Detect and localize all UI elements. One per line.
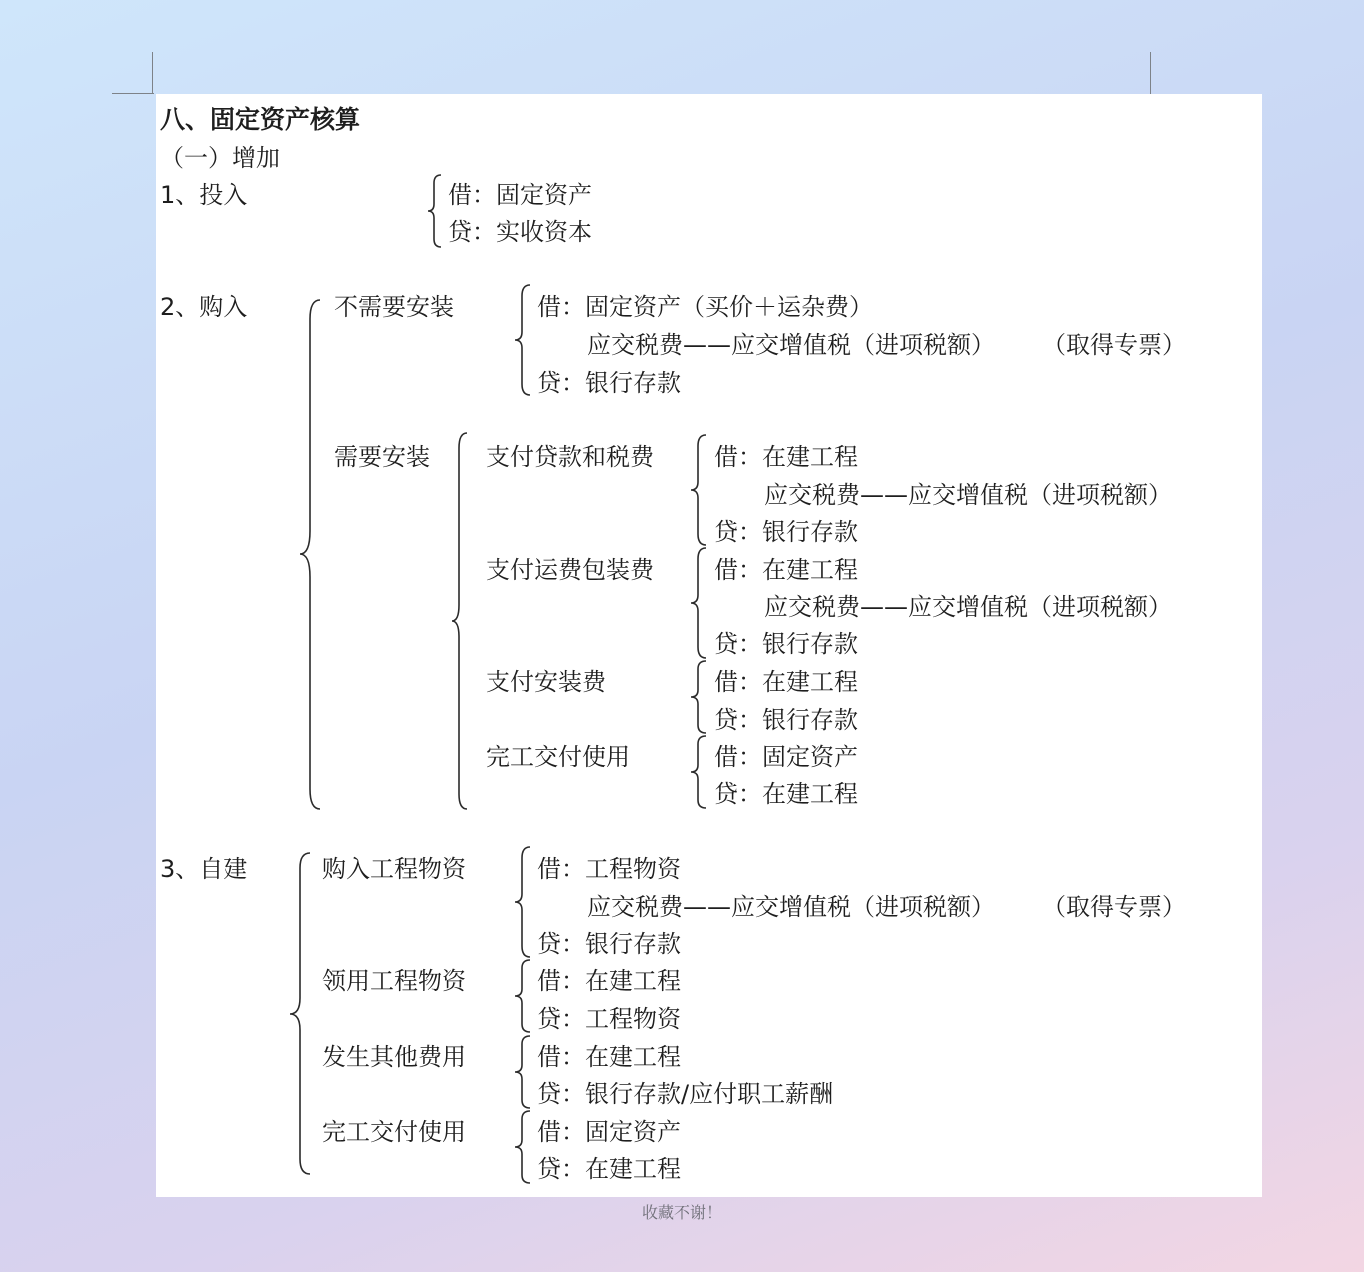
s2-install-label: 需要安装 [334,443,430,471]
s2-install-item-2-credit: 贷：银行存款 [714,630,858,658]
footer-caption: 收藏不谢！ [641,1203,722,1222]
brace-s1 [424,174,444,248]
brace-s2-no-install [511,284,533,396]
s2-no-install-debit: 借：固定资产（买价＋运杂费） [537,293,873,321]
s2-install-item-1-label: 支付贷款和税费 [486,443,654,471]
s2-install-item-2-debit2: 应交税费——应交增值税（进项税额） [764,593,1172,621]
s3-item-3-debit: 借：在建工程 [537,1043,681,1071]
s2-install-item-3-label: 支付安装费 [486,668,606,696]
s2-no-install-label: 不需要安装 [334,293,454,321]
brace-s3-item-1 [511,846,533,958]
s3-item-2-debit: 借：在建工程 [537,967,681,995]
brace-s3-item-3 [511,1035,533,1109]
brace-s2-install [448,432,470,810]
s1-credit: 贷：实收资本 [448,218,592,246]
page-title: 八、固定资产核算 [160,105,361,134]
s3-item-3-label: 发生其他费用 [322,1043,466,1071]
document-page [156,94,1262,1197]
section-3-label: 3、自建 [160,855,248,883]
s2-install-item-4-debit: 借：固定资产 [714,743,858,771]
brace-s3 [286,852,312,1176]
brace-s2-install-item-2 [687,547,709,659]
s3-item-1-note: （取得专票） [1042,893,1186,921]
s3-item-4-label: 完工交付使用 [322,1118,466,1146]
s2-install-item-3-credit: 贷：银行存款 [714,706,858,734]
s3-item-1-credit: 贷：银行存款 [537,930,681,958]
s2-install-item-1-debit2: 应交税费——应交增值税（进项税额） [764,481,1172,509]
s3-item-4-credit: 贷：在建工程 [537,1155,681,1183]
brace-s3-item-4 [511,1110,533,1184]
s2-install-item-4-credit: 贷：在建工程 [714,780,858,808]
s2-no-install-debit2: 应交税费——应交增值税（进项税额） [587,331,995,359]
s2-install-item-2-debit: 借：在建工程 [714,556,858,584]
s3-item-1-label: 购入工程物资 [322,855,466,883]
crop-mark-right-vertical [1150,52,1151,94]
section-2-label: 2、购入 [160,293,248,321]
s3-item-1-debit2: 应交税费——应交增值税（进项税额） [587,893,995,921]
s2-install-item-2-label: 支付运费包装费 [486,556,654,584]
crop-mark-left-horizontal [112,93,154,94]
section-subtitle: （一）增加 [160,144,280,172]
s2-no-install-credit: 贷：银行存款 [537,369,681,397]
s2-install-item-1-debit: 借：在建工程 [714,443,858,471]
brace-s2-install-item-4 [687,735,709,809]
brace-s3-item-2 [511,959,533,1033]
s2-install-item-3-debit: 借：在建工程 [714,668,858,696]
s2-install-item-4-label: 完工交付使用 [486,743,630,771]
section-1-label: 1、投入 [160,181,248,209]
s2-install-item-1-credit: 贷：银行存款 [714,518,858,546]
s2-no-install-note: （取得专票） [1042,331,1186,359]
s3-item-3-credit: 贷：银行存款/应付职工薪酬 [537,1080,834,1108]
s3-item-2-label: 领用工程物资 [322,967,466,995]
crop-mark-left-vertical [152,52,153,94]
s3-item-1-debit: 借：工程物资 [537,855,681,883]
s3-item-4-debit: 借：固定资产 [537,1118,681,1146]
brace-s2 [296,299,322,811]
brace-s2-install-item-3 [687,660,709,734]
s3-item-2-credit: 贷：工程物资 [537,1005,681,1033]
s1-debit: 借：固定资产 [448,181,592,209]
brace-s2-install-item-1 [687,434,709,546]
